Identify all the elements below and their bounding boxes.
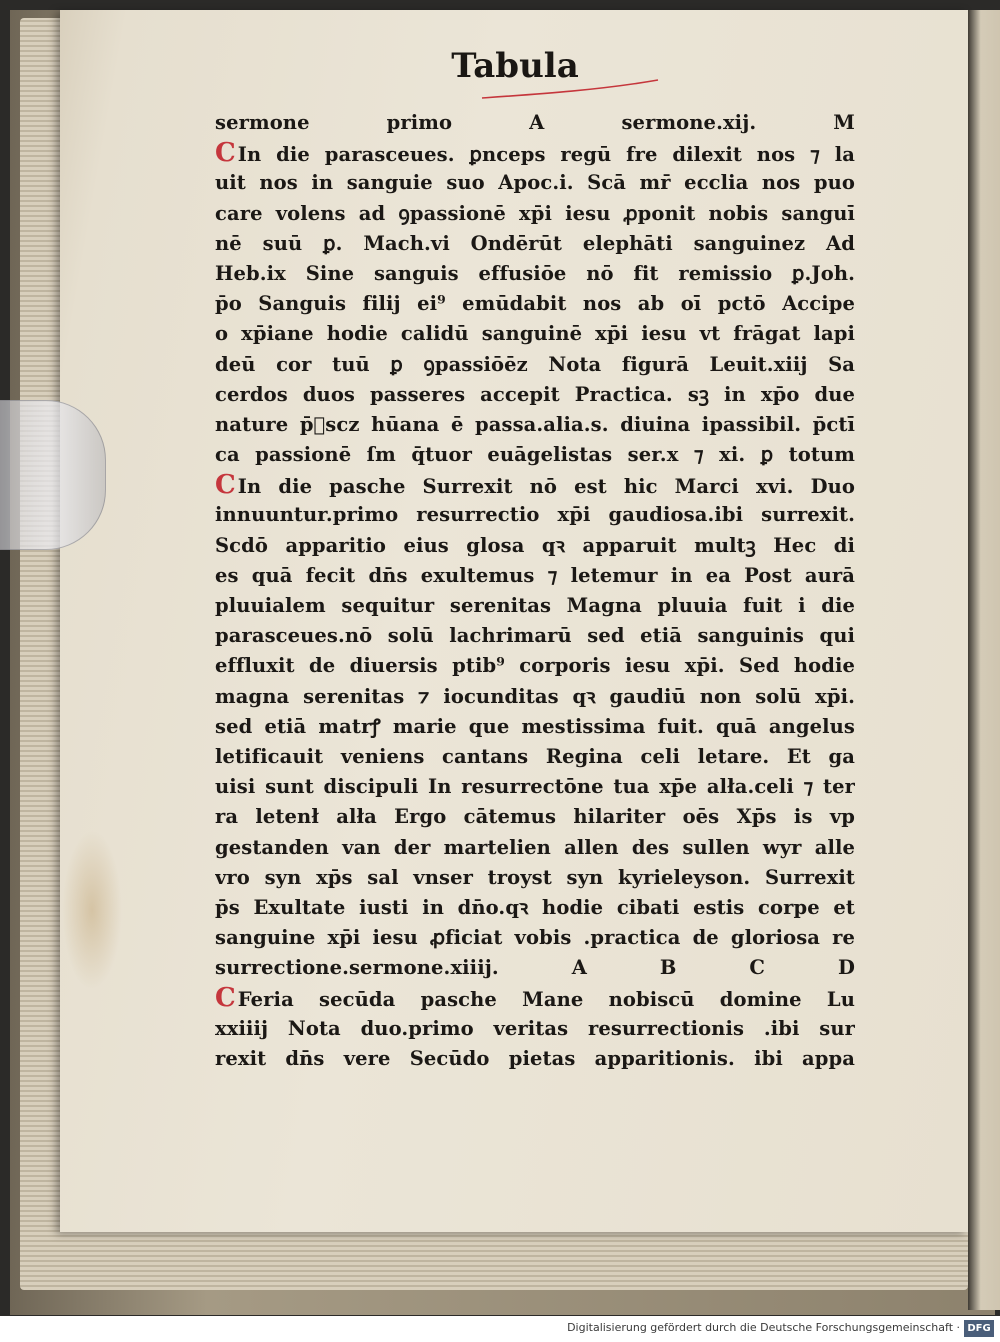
line-text: nē suū ꝑ. Mach.vi Ondērūt elephāti sanguinez Ad xyxy=(215,231,855,255)
text-line xyxy=(215,983,855,1013)
page-heading: Tabula xyxy=(451,46,579,86)
text-block xyxy=(215,108,855,1074)
text-line xyxy=(215,561,855,591)
line-text: ca passionē ſm q̄tuor euāgelistas ser.x ⁊ xi. ꝑ totum xyxy=(215,443,855,467)
line-text: gestanden van der martelien allen des sullen wyr alle xyxy=(215,835,855,859)
line-text: es quā fecit dn̄s exultemus ⁊ letemur in ea Post aurā xyxy=(215,563,855,587)
line-text: pluuialem sequitur serenitas Magna pluuia fuit i die xyxy=(215,594,855,617)
line-text: magna serenitas ⁊ iocunditas qꝛ gaudiū non solū xp̄i. xyxy=(215,684,855,708)
text-line xyxy=(215,289,855,319)
line-text: uit nos in sanguie suo Apoc.i. Scā mr̄ ecclia nos puo xyxy=(215,171,855,195)
text-line xyxy=(215,168,855,198)
text-line xyxy=(215,380,855,410)
heading-flourish xyxy=(480,76,660,106)
line-text: sanguine xp̄i iesu ꝓficiat vobis .practica de gloriosa re xyxy=(215,926,855,950)
right-page-edge xyxy=(968,10,1000,1310)
line-text: parasceues.nō solū lachrimarū sed etiā sanguinis qui xyxy=(215,624,855,648)
text-line xyxy=(215,229,855,259)
rubric-mark: C xyxy=(215,983,236,1014)
line-text: deū cor tuū ꝑ ꝯpassiōēz Nota figurā Leuit.xiij Sa xyxy=(215,352,855,376)
text-line xyxy=(215,742,855,772)
text-line xyxy=(215,712,855,742)
line-text: uisi sunt discipuli In resurrectōne tua xp̄e alła.celi ⁊ ter xyxy=(215,775,855,799)
text-line xyxy=(215,108,855,138)
text-line xyxy=(215,1044,855,1074)
line-text: sermone primo A sermone.xij. M xyxy=(215,111,855,134)
text-line xyxy=(215,591,855,621)
rubric-mark: C xyxy=(215,470,236,501)
text-line xyxy=(215,500,855,530)
paper-stain xyxy=(62,830,122,990)
text-line xyxy=(215,470,855,500)
text-line xyxy=(215,772,855,802)
line-text: Scdō apparitio eius glosa qꝛ apparuit multꝫ Hec di xyxy=(215,533,855,557)
line-text: effluxit de diuersis ptib⁹ corporis iesu xp̄i. Sed hodie xyxy=(215,654,855,678)
line-text: ra letenł alła Ergo cātemus hilariter oēs Xp̄s is vp xyxy=(215,805,855,829)
line-text: care volens ad ꝯpassionē xp̄i iesu ꝓponit nobis sanguī xyxy=(215,201,855,225)
text-line xyxy=(215,833,855,863)
text-line xyxy=(215,199,855,229)
text-line xyxy=(215,138,855,168)
line-text: nature p̄᷑scz hūana ē passa.alia.s. diuina ipassibil. p̄ctī xyxy=(215,412,855,436)
line-text: In die parasceues. ꝑnceps regū fre dilexit nos ⁊ la xyxy=(237,143,855,167)
line-text: p̄o Sanguis filij ei⁹ emūdabit nos ab oī pctō Accipe xyxy=(215,292,855,316)
line-text: innuuntur.primo resurrectio xp̄i gaudiosa.ibi surrexit. xyxy=(215,503,855,527)
text-line xyxy=(215,410,855,440)
text-line xyxy=(215,1014,855,1044)
text-line xyxy=(215,863,855,893)
line-text: letificauit veniens cantans Regina celi letare. Et ga xyxy=(215,744,855,768)
text-line xyxy=(215,682,855,712)
line-text: cerdos duos passeres accepit Practica. sꝫ in xp̄o due xyxy=(215,382,855,406)
text-line xyxy=(215,923,855,953)
footer-credit: Digitalisierung gefördert durch die Deutsche Forschungsgemeinschaft · xyxy=(567,1321,960,1334)
footer-bar xyxy=(0,1316,1000,1342)
dfg-logo: DFG xyxy=(964,1320,994,1337)
text-line xyxy=(215,259,855,289)
line-text: o xp̄iane hodie calidū sanguinē xp̄i iesu vt frāgat lapi xyxy=(215,322,855,346)
text-line xyxy=(215,440,855,470)
line-text: p̄s Exultate iusti in dn̄o.qꝛ hodie cibati estis corpe et xyxy=(215,895,855,919)
text-line xyxy=(215,621,855,651)
line-text: xxiiij Nota duo.primo veritas resurrectionis .ibi sur xyxy=(215,1016,855,1040)
line-text: vro syn xp̄s sal vnser troyst syn kyrieleyson. Surrexit xyxy=(215,865,855,889)
text-line xyxy=(215,319,855,349)
line-text: Feria secūda pasche Mane nobiscū domine Lu xyxy=(237,988,855,1012)
line-text: surrectione.sermone.xiiij. A B C D xyxy=(215,956,855,980)
rubric-mark: C xyxy=(215,138,236,169)
line-text: Heb.ix Sine sanguis effusiōe nō fit remissio ꝑ.Joh. xyxy=(215,261,855,285)
text-line xyxy=(215,953,855,983)
page-clip xyxy=(0,400,106,550)
text-line xyxy=(215,893,855,923)
line-text: sed etiā matrꝭ marie que mestissima fuit. quā angelus xyxy=(215,714,855,738)
line-text: In die pasche Surrexit nō est hic Marci xvi. Duo xyxy=(237,475,855,499)
text-line xyxy=(215,651,855,681)
text-line xyxy=(215,350,855,380)
text-line xyxy=(215,802,855,832)
text-line xyxy=(215,531,855,561)
line-text: rexit dn̄s vere Secūdo pietas apparitionis. ibi appa xyxy=(215,1046,855,1070)
